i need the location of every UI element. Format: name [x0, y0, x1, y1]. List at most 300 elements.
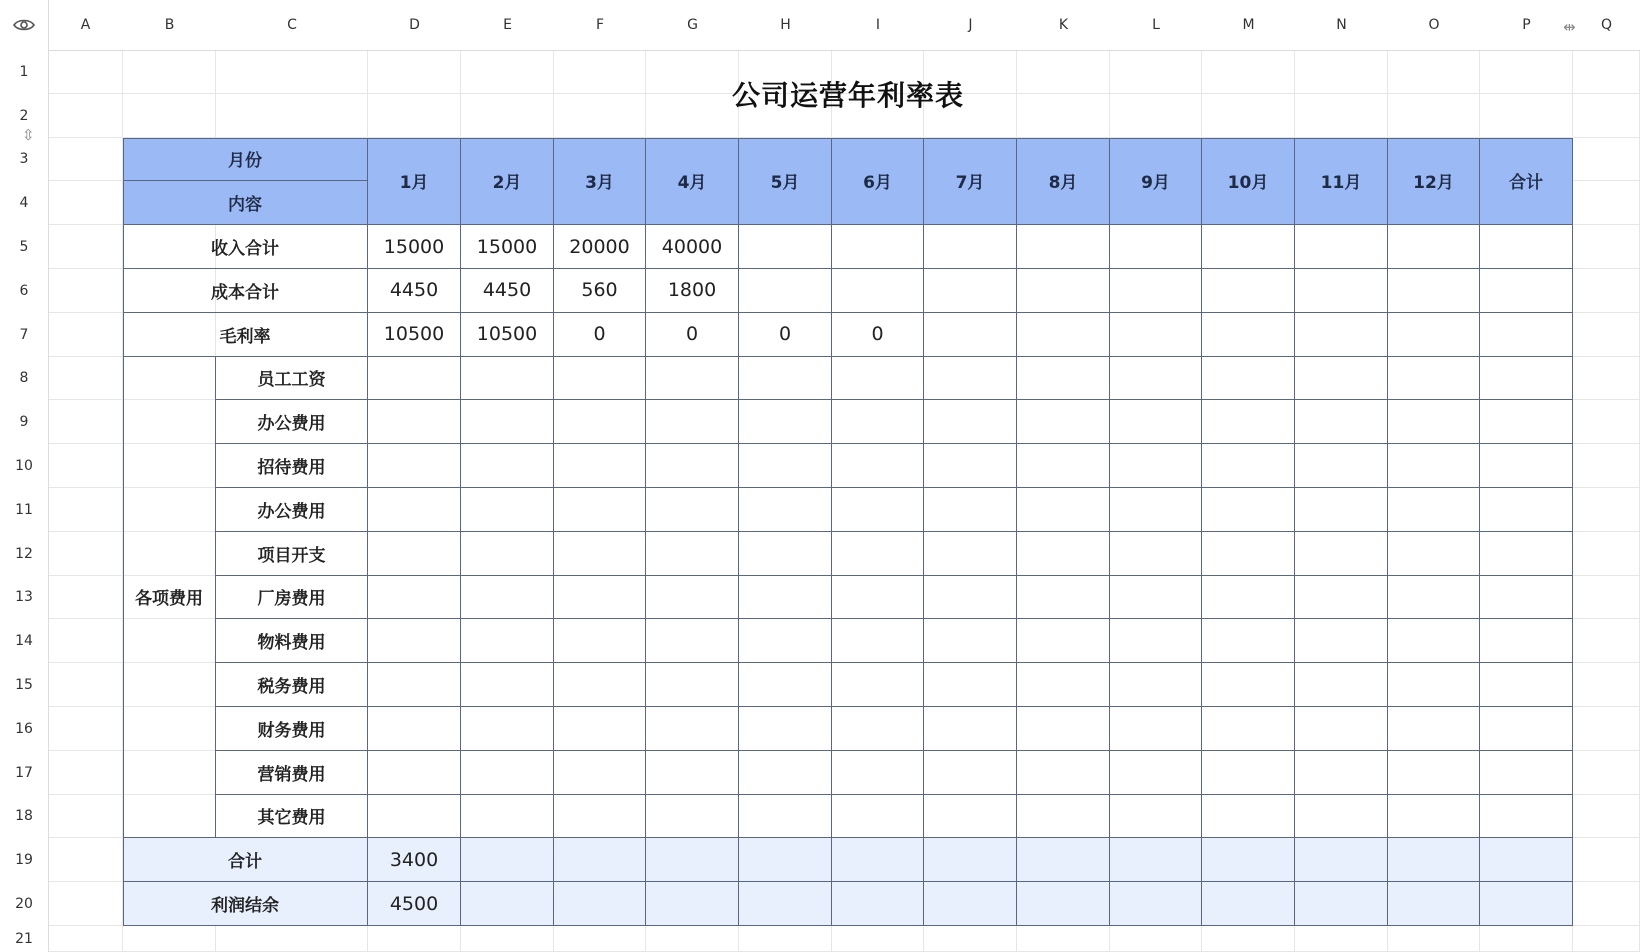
margin-row-value[interactable]: 10500 — [461, 313, 554, 357]
month-header-10[interactable]: 10月 — [1202, 138, 1295, 226]
profit-row-value[interactable]: 4500 — [368, 882, 461, 926]
expense-value[interactable] — [368, 576, 461, 620]
expense-value[interactable] — [924, 751, 1017, 795]
expense-value[interactable] — [368, 663, 461, 707]
expense-value[interactable] — [1110, 663, 1202, 707]
grid-cell[interactable] — [1573, 751, 1640, 795]
column-header-d[interactable]: D — [368, 0, 461, 50]
expense-value[interactable] — [924, 576, 1017, 620]
cost-row-value[interactable]: 560 — [554, 269, 646, 313]
grid-cell[interactable] — [48, 400, 123, 444]
header-content-label[interactable]: 内容 — [123, 181, 368, 225]
margin-row-value[interactable]: 0 — [739, 313, 832, 357]
expense-value[interactable] — [1017, 576, 1110, 620]
column-header-k[interactable]: K — [1017, 0, 1110, 50]
row-header-19[interactable]: 19 — [0, 838, 48, 882]
expense-item-label[interactable]: 办公费用 — [216, 400, 368, 444]
grid-cell[interactable] — [1573, 400, 1640, 444]
month-header-13[interactable]: 合计 — [1480, 138, 1573, 226]
row-header-12[interactable]: 12 — [0, 532, 48, 576]
grid-cell[interactable] — [924, 926, 1017, 952]
expense-value[interactable] — [1388, 619, 1480, 663]
month-header-7[interactable]: 7月 — [924, 138, 1017, 226]
expense-value[interactable] — [1388, 751, 1480, 795]
row-header-20[interactable]: 20 — [0, 882, 48, 926]
margin-row-value[interactable]: 0 — [832, 313, 924, 357]
expense-value[interactable] — [1295, 532, 1388, 576]
row-header-21[interactable]: 21 — [0, 926, 48, 952]
margin-row-label[interactable]: 毛利率 — [123, 313, 368, 357]
expense-value[interactable] — [554, 532, 646, 576]
profit-row-value[interactable] — [554, 882, 646, 926]
expense-value[interactable] — [554, 795, 646, 839]
expense-value[interactable] — [832, 707, 924, 751]
expense-value[interactable] — [1295, 663, 1388, 707]
cost-row-value[interactable] — [1110, 269, 1202, 313]
expense-value[interactable] — [461, 751, 554, 795]
row-header-18[interactable]: 18 — [0, 795, 48, 839]
expense-value[interactable] — [461, 663, 554, 707]
row-header-5[interactable]: 5 — [0, 225, 48, 269]
month-header-3[interactable]: 3月 — [554, 138, 646, 226]
expense-item-label[interactable]: 其它费用 — [216, 795, 368, 839]
grid-cell[interactable] — [48, 181, 123, 225]
profit-row-value[interactable] — [1110, 882, 1202, 926]
grid-cell[interactable] — [48, 313, 123, 357]
grid-cell[interactable] — [48, 138, 123, 182]
margin-row-value[interactable]: 0 — [646, 313, 739, 357]
row-header-6[interactable]: 6 — [0, 269, 48, 313]
expense-value[interactable] — [554, 488, 646, 532]
expense-value[interactable] — [368, 488, 461, 532]
row-header-8[interactable]: 8 — [0, 357, 48, 401]
expense-value[interactable] — [739, 400, 832, 444]
expense-value[interactable] — [1480, 663, 1573, 707]
cost-row-value[interactable]: 4450 — [461, 269, 554, 313]
month-header-12[interactable]: 12月 — [1388, 138, 1480, 226]
grid-cell[interactable] — [1573, 882, 1640, 926]
cost-row-label[interactable]: 成本合计 — [123, 269, 368, 313]
grid-cell[interactable] — [1573, 795, 1640, 839]
expense-value[interactable] — [368, 444, 461, 488]
expense-value[interactable] — [1017, 400, 1110, 444]
expense-value[interactable] — [832, 619, 924, 663]
expense-value[interactable] — [1295, 444, 1388, 488]
column-header-o[interactable]: O — [1388, 0, 1480, 50]
month-header-6[interactable]: 6月 — [832, 138, 924, 226]
expense-value[interactable] — [924, 444, 1017, 488]
eye-icon[interactable] — [13, 18, 35, 32]
grid-cell[interactable] — [1573, 94, 1640, 138]
column-header-p[interactable]: P — [1480, 0, 1573, 50]
expense-value[interactable] — [739, 619, 832, 663]
expense-value[interactable] — [1110, 488, 1202, 532]
expense-value[interactable] — [1202, 400, 1295, 444]
expense-value[interactable] — [1480, 400, 1573, 444]
margin-row-value[interactable] — [1388, 313, 1480, 357]
column-header-a[interactable]: A — [48, 0, 123, 50]
expense-value[interactable] — [1388, 400, 1480, 444]
grid-cell[interactable] — [1573, 488, 1640, 532]
grid-cell[interactable] — [1573, 926, 1640, 952]
grid-cell[interactable] — [1295, 926, 1388, 952]
expense-value[interactable] — [1017, 707, 1110, 751]
profit-row-value[interactable] — [646, 882, 739, 926]
cost-row-value[interactable] — [832, 269, 924, 313]
expense-value[interactable] — [646, 795, 739, 839]
expense-value[interactable] — [1480, 707, 1573, 751]
revenue-row-value[interactable] — [924, 225, 1017, 269]
expense-value[interactable] — [1110, 795, 1202, 839]
grid-cell[interactable] — [1573, 181, 1640, 225]
grid-cell[interactable] — [1017, 926, 1110, 952]
expense-value[interactable] — [368, 400, 461, 444]
grid-cell[interactable] — [48, 751, 123, 795]
expense-item-label[interactable]: 财务费用 — [216, 707, 368, 751]
expense-item-label[interactable]: 营销费用 — [216, 751, 368, 795]
expense-value[interactable] — [554, 751, 646, 795]
expense-value[interactable] — [1110, 707, 1202, 751]
expense-value[interactable] — [924, 532, 1017, 576]
expense-value[interactable] — [1388, 576, 1480, 620]
expense-value[interactable] — [1480, 488, 1573, 532]
margin-row-value[interactable] — [1202, 313, 1295, 357]
expense-value[interactable] — [368, 751, 461, 795]
expense-value[interactable] — [1110, 400, 1202, 444]
revenue-row-value[interactable]: 15000 — [368, 225, 461, 269]
expense-value[interactable] — [739, 357, 832, 401]
expense-value[interactable] — [739, 751, 832, 795]
grid-cell[interactable] — [646, 926, 739, 952]
column-header-n[interactable]: N — [1295, 0, 1388, 50]
expense-value[interactable] — [832, 663, 924, 707]
expense-value[interactable] — [646, 400, 739, 444]
grid-cell[interactable] — [739, 926, 832, 952]
grid-cell[interactable] — [1573, 532, 1640, 576]
expense-value[interactable] — [1295, 619, 1388, 663]
grid-cell[interactable] — [123, 926, 216, 952]
grid-cell[interactable] — [48, 838, 123, 882]
expense-value[interactable] — [739, 532, 832, 576]
expense-item-label[interactable]: 办公费用 — [216, 488, 368, 532]
expense-value[interactable] — [554, 663, 646, 707]
row-header-7[interactable]: 7 — [0, 313, 48, 357]
expense-value[interactable] — [461, 400, 554, 444]
total-row-value[interactable] — [1388, 838, 1480, 882]
expense-value[interactable] — [1110, 619, 1202, 663]
total-row-label[interactable]: 合计 — [123, 838, 368, 882]
profit-row-label[interactable]: 利润结余 — [123, 882, 368, 926]
grid-cell[interactable] — [48, 50, 123, 94]
grid-cell[interactable] — [554, 926, 646, 952]
grid-cell[interactable] — [1573, 707, 1640, 751]
expense-value[interactable] — [461, 357, 554, 401]
month-header-2[interactable]: 2月 — [461, 138, 554, 226]
expense-value[interactable] — [1388, 663, 1480, 707]
expense-value[interactable] — [461, 795, 554, 839]
expense-value[interactable] — [1295, 751, 1388, 795]
grid-cell[interactable] — [1573, 357, 1640, 401]
margin-row-value[interactable] — [1480, 313, 1573, 357]
expense-value[interactable] — [1110, 357, 1202, 401]
grid-cell[interactable] — [48, 795, 123, 839]
expense-value[interactable] — [1480, 444, 1573, 488]
column-header-e[interactable]: E — [461, 0, 554, 50]
grid-cell[interactable] — [48, 357, 123, 401]
expense-value[interactable] — [1202, 663, 1295, 707]
expense-value[interactable] — [924, 795, 1017, 839]
cost-row-value[interactable]: 4450 — [368, 269, 461, 313]
expense-value[interactable] — [461, 619, 554, 663]
grid-cell[interactable] — [1573, 619, 1640, 663]
revenue-row-value[interactable] — [1388, 225, 1480, 269]
total-row-value[interactable] — [1110, 838, 1202, 882]
profit-row-value[interactable] — [832, 882, 924, 926]
expense-value[interactable] — [1017, 357, 1110, 401]
row-resize-icon[interactable]: ⇳ — [22, 126, 35, 144]
month-header-8[interactable]: 8月 — [1017, 138, 1110, 226]
expense-value[interactable] — [1388, 795, 1480, 839]
expense-value[interactable] — [554, 400, 646, 444]
expense-value[interactable] — [1480, 795, 1573, 839]
column-header-l[interactable]: L — [1110, 0, 1202, 50]
grid-cell[interactable] — [1573, 225, 1640, 269]
expense-item-label[interactable]: 厂房费用 — [216, 576, 368, 620]
month-header-11[interactable]: 11月 — [1295, 138, 1388, 226]
expense-value[interactable] — [646, 488, 739, 532]
expense-value[interactable] — [832, 576, 924, 620]
grid-cell[interactable] — [1573, 444, 1640, 488]
row-header-15[interactable]: 15 — [0, 663, 48, 707]
total-row-value[interactable] — [739, 838, 832, 882]
expense-value[interactable] — [739, 576, 832, 620]
expense-value[interactable] — [1295, 488, 1388, 532]
cost-row-value[interactable]: 1800 — [646, 269, 739, 313]
grid-cell[interactable] — [216, 926, 368, 952]
total-row-value[interactable] — [1295, 838, 1388, 882]
column-header-q[interactable]: Q — [1573, 0, 1640, 50]
expense-value[interactable] — [832, 751, 924, 795]
expense-value[interactable] — [461, 532, 554, 576]
expense-value[interactable] — [1110, 444, 1202, 488]
expense-value[interactable] — [832, 532, 924, 576]
expense-value[interactable] — [1110, 532, 1202, 576]
expense-value[interactable] — [554, 619, 646, 663]
month-header-9[interactable]: 9月 — [1110, 138, 1202, 226]
row-header-16[interactable]: 16 — [0, 707, 48, 751]
total-row-value[interactable] — [554, 838, 646, 882]
revenue-row-value[interactable] — [1017, 225, 1110, 269]
expense-group-label[interactable]: 各项费用 — [123, 357, 216, 839]
margin-row-value[interactable] — [1295, 313, 1388, 357]
expense-value[interactable] — [1202, 795, 1295, 839]
grid-cell[interactable] — [461, 926, 554, 952]
expense-value[interactable] — [1202, 444, 1295, 488]
profit-row-value[interactable] — [924, 882, 1017, 926]
grid-cell[interactable] — [48, 707, 123, 751]
expense-value[interactable] — [1202, 619, 1295, 663]
cost-row-value[interactable] — [1017, 269, 1110, 313]
grid-cell[interactable] — [1573, 838, 1640, 882]
row-header-1[interactable]: 1 — [0, 50, 48, 94]
grid-cell[interactable] — [1480, 926, 1573, 952]
expense-value[interactable] — [832, 400, 924, 444]
total-row-value[interactable] — [1017, 838, 1110, 882]
expense-value[interactable] — [1202, 532, 1295, 576]
expense-value[interactable] — [739, 795, 832, 839]
column-header-b[interactable]: B — [123, 0, 216, 50]
expense-value[interactable] — [1110, 576, 1202, 620]
total-row-value[interactable] — [832, 838, 924, 882]
grid-cell[interactable] — [1573, 313, 1640, 357]
profit-row-value[interactable] — [1388, 882, 1480, 926]
row-header-9[interactable]: 9 — [0, 400, 48, 444]
revenue-row-label[interactable]: 收入合计 — [123, 225, 368, 269]
expense-value[interactable] — [739, 488, 832, 532]
column-header-h[interactable]: H — [739, 0, 832, 50]
expense-value[interactable] — [739, 444, 832, 488]
expense-value[interactable] — [1388, 707, 1480, 751]
expense-value[interactable] — [646, 707, 739, 751]
month-header-1[interactable]: 1月 — [368, 138, 461, 226]
expense-item-label[interactable]: 员工工资 — [216, 357, 368, 401]
grid-cell[interactable] — [1573, 269, 1640, 313]
month-header-4[interactable]: 4月 — [646, 138, 739, 226]
profit-row-value[interactable] — [1295, 882, 1388, 926]
profit-row-value[interactable] — [1480, 882, 1573, 926]
expense-value[interactable] — [1110, 751, 1202, 795]
expense-value[interactable] — [1202, 488, 1295, 532]
expense-value[interactable] — [924, 707, 1017, 751]
expense-value[interactable] — [1017, 444, 1110, 488]
grid-cell[interactable] — [48, 926, 123, 952]
expense-value[interactable] — [554, 707, 646, 751]
expense-value[interactable] — [646, 444, 739, 488]
cost-row-value[interactable] — [924, 269, 1017, 313]
expense-value[interactable] — [832, 795, 924, 839]
revenue-row-value[interactable] — [1202, 225, 1295, 269]
expense-value[interactable] — [646, 576, 739, 620]
grid-cell[interactable] — [48, 444, 123, 488]
expense-value[interactable] — [1017, 619, 1110, 663]
grid-cell[interactable] — [368, 926, 461, 952]
revenue-row-value[interactable]: 40000 — [646, 225, 739, 269]
column-header-j[interactable]: J — [924, 0, 1017, 50]
expense-value[interactable] — [368, 795, 461, 839]
profit-row-value[interactable] — [461, 882, 554, 926]
grid-cell[interactable] — [1388, 926, 1480, 952]
expense-value[interactable] — [1480, 532, 1573, 576]
expense-value[interactable] — [1017, 751, 1110, 795]
expense-value[interactable] — [1017, 532, 1110, 576]
margin-row-value[interactable] — [924, 313, 1017, 357]
expense-value[interactable] — [461, 444, 554, 488]
cost-row-value[interactable] — [1480, 269, 1573, 313]
grid-cell[interactable] — [48, 532, 123, 576]
expense-value[interactable] — [924, 663, 1017, 707]
revenue-row-value[interactable]: 15000 — [461, 225, 554, 269]
expense-value[interactable] — [461, 576, 554, 620]
expense-value[interactable] — [368, 707, 461, 751]
expense-value[interactable] — [1017, 795, 1110, 839]
total-row-value[interactable] — [646, 838, 739, 882]
row-header-2[interactable]: 2 — [0, 94, 48, 138]
total-row-value[interactable] — [461, 838, 554, 882]
expense-value[interactable] — [1202, 751, 1295, 795]
grid-cell[interactable] — [48, 619, 123, 663]
expense-value[interactable] — [1388, 532, 1480, 576]
total-row-value[interactable]: 3400 — [368, 838, 461, 882]
expense-value[interactable] — [1480, 357, 1573, 401]
column-header-m[interactable]: M — [1202, 0, 1295, 50]
profit-row-value[interactable] — [739, 882, 832, 926]
grid-cell[interactable] — [48, 882, 123, 926]
grid-cell[interactable] — [1110, 926, 1202, 952]
expense-value[interactable] — [832, 488, 924, 532]
expense-value[interactable] — [461, 488, 554, 532]
row-header-17[interactable]: 17 — [0, 751, 48, 795]
expense-value[interactable] — [832, 357, 924, 401]
total-row-value[interactable] — [1480, 838, 1573, 882]
expense-value[interactable] — [646, 532, 739, 576]
month-header-5[interactable]: 5月 — [739, 138, 832, 226]
expense-value[interactable] — [554, 576, 646, 620]
expense-value[interactable] — [368, 357, 461, 401]
cost-row-value[interactable] — [1295, 269, 1388, 313]
grid-cell[interactable] — [48, 663, 123, 707]
expense-item-label[interactable]: 物料费用 — [216, 619, 368, 663]
row-header-3[interactable]: 3 — [0, 138, 48, 182]
expense-value[interactable] — [739, 707, 832, 751]
row-header-14[interactable]: 14 — [0, 619, 48, 663]
expense-value[interactable] — [1295, 795, 1388, 839]
profit-row-value[interactable] — [1202, 882, 1295, 926]
expense-value[interactable] — [1388, 444, 1480, 488]
expense-item-label[interactable]: 税务费用 — [216, 663, 368, 707]
expense-value[interactable] — [1017, 663, 1110, 707]
expense-value[interactable] — [554, 444, 646, 488]
expense-value[interactable] — [1480, 751, 1573, 795]
margin-row-value[interactable]: 0 — [554, 313, 646, 357]
expense-value[interactable] — [832, 444, 924, 488]
grid-cell[interactable] — [1202, 926, 1295, 952]
column-resize-icon[interactable]: ⇹ — [1563, 18, 1576, 36]
expense-value[interactable] — [1388, 488, 1480, 532]
grid-cell[interactable] — [1573, 138, 1640, 182]
grid-cell[interactable] — [1573, 576, 1640, 620]
expense-value[interactable] — [924, 488, 1017, 532]
expense-item-label[interactable]: 项目开支 — [216, 532, 368, 576]
expense-item-label[interactable]: 招待费用 — [216, 444, 368, 488]
profit-row-value[interactable] — [1017, 882, 1110, 926]
total-row-value[interactable] — [1202, 838, 1295, 882]
margin-row-value[interactable]: 10500 — [368, 313, 461, 357]
expense-value[interactable] — [1202, 576, 1295, 620]
expense-value[interactable] — [1295, 400, 1388, 444]
grid-cell[interactable] — [48, 94, 123, 138]
row-header-13[interactable]: 13 — [0, 576, 48, 620]
margin-row-value[interactable] — [1110, 313, 1202, 357]
total-row-value[interactable] — [924, 838, 1017, 882]
expense-value[interactable] — [924, 400, 1017, 444]
column-header-f[interactable]: F — [554, 0, 646, 50]
row-header-11[interactable]: 11 — [0, 488, 48, 532]
grid-cell[interactable] — [832, 926, 924, 952]
revenue-row-value[interactable] — [1480, 225, 1573, 269]
grid-cell[interactable] — [48, 576, 123, 620]
header-month-label[interactable]: 月份 — [123, 138, 368, 182]
expense-value[interactable] — [554, 357, 646, 401]
